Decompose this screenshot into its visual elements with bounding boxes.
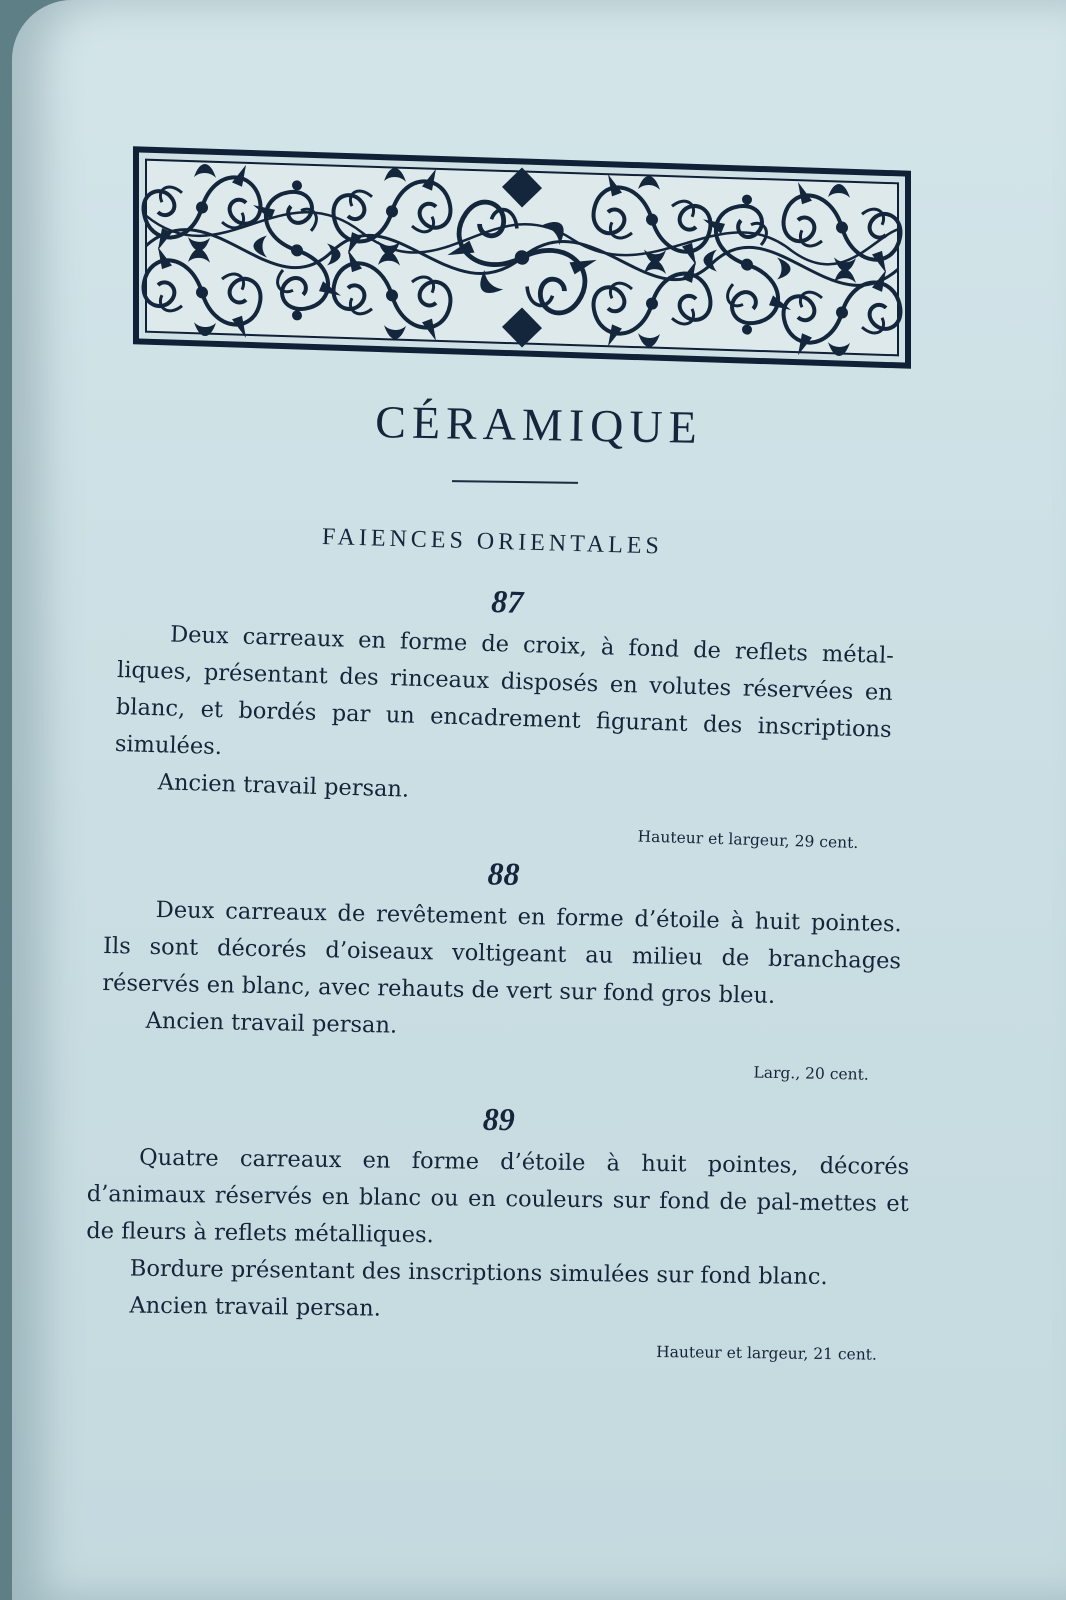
- entry-number: 87: [490, 583, 524, 620]
- catalog-entry: [85, 1096, 910, 1366]
- catalog-entry: [112, 572, 895, 855]
- catalog-entry: [101, 848, 903, 1086]
- entry-dimensions: Larg., 20 cent.: [753, 1063, 869, 1084]
- entry-dimensions: Hauteur et largeur, 29 cent.: [637, 827, 859, 853]
- catalog-page: [12, 0, 1066, 1600]
- section-title: CÉRAMIQUE: [374, 396, 704, 453]
- entry-origin: Ancien travail persan.: [129, 1292, 382, 1322]
- entry-description: Quatre carreaux en forme d’étoile à huit pointes, décorés d’animaux réservés en blanc ou en couleurs sur fond de pal-mettes et de fleurs à reflets métalliques.: [86, 1144, 910, 1249]
- entry-number: 88: [487, 855, 520, 892]
- entry-number: 89: [482, 1100, 515, 1138]
- title-divider: [452, 480, 578, 484]
- entry-dimensions: Hauteur et largeur, 21 cent.: [656, 1342, 878, 1364]
- entry-description: Deux carreaux de revêtement en forme d’étoile à huit pointes. Ils sont décorés d’oiseaux voltigeant au milieu de branchages réservés en blanc, avec rehauts de vert sur fond gros bleu.: [102, 896, 902, 1009]
- entry-origin: Ancien travail persan.: [157, 769, 410, 803]
- ornamental-arabesque-banner: [132, 138, 912, 378]
- entry-origin: Ancien travail persan.: [145, 1007, 398, 1039]
- subsection-title: FAIENCES ORIENTALES: [321, 524, 664, 560]
- entry-description: Deux carreaux en forme de croix, à fond de reflets métal-liques, présentant des rinceaux disposés en volutes réservées en blanc, et bordés par un encadrement figurant des inscriptions simulées.: [114, 621, 895, 761]
- entry-additional-note: Bordure présentant des inscriptions simulées sur fond blanc.: [129, 1255, 828, 1291]
